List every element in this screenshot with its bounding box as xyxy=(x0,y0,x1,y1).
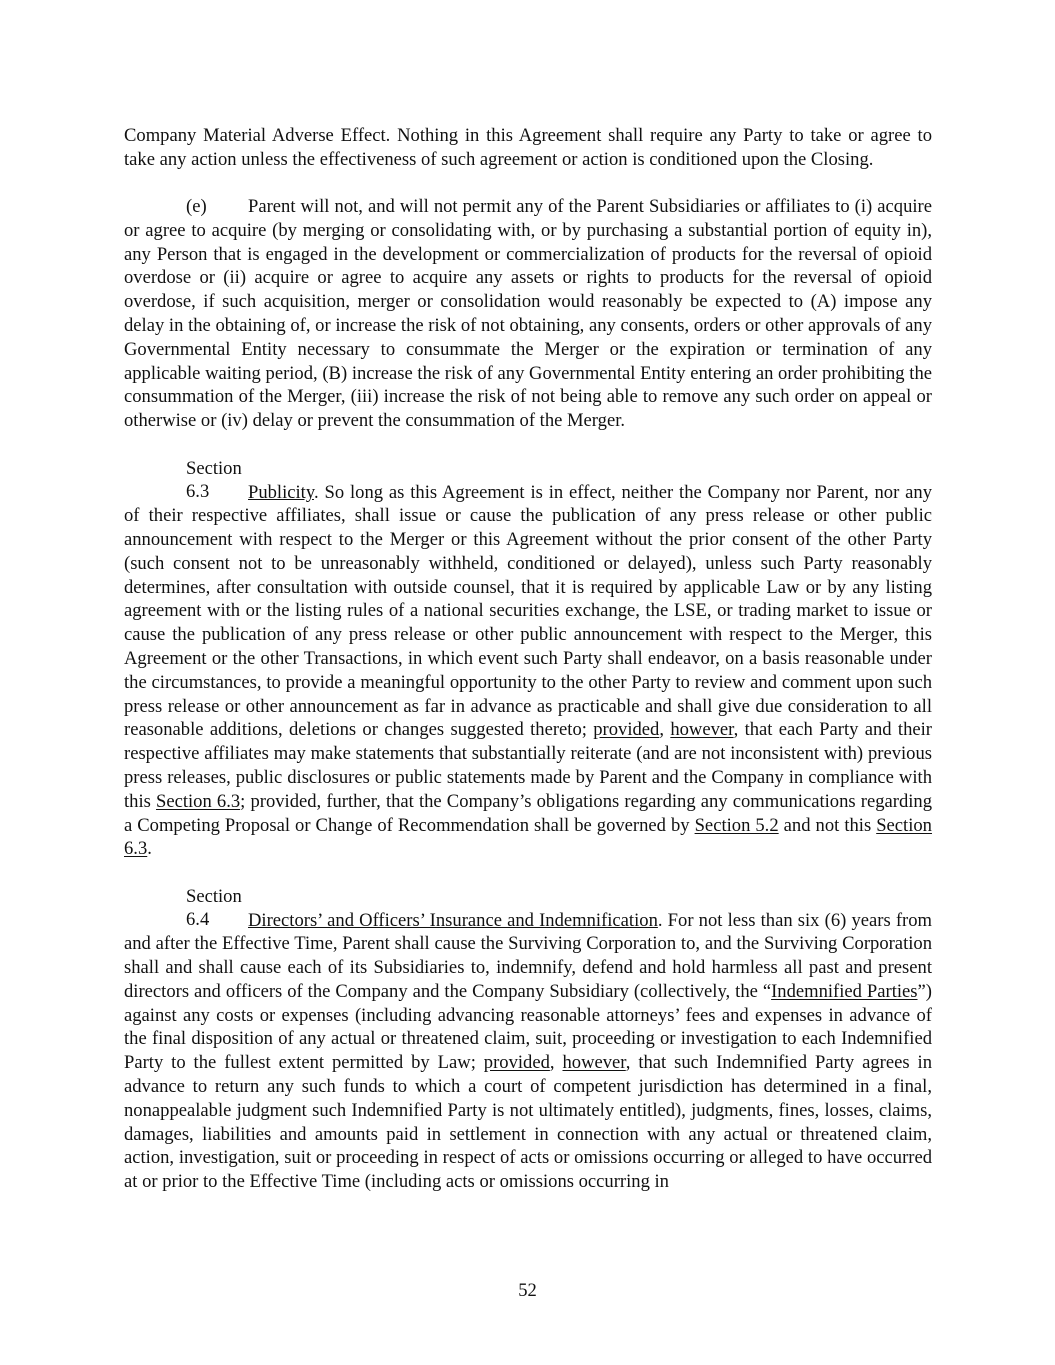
section-6-3-title: Publicity xyxy=(248,481,314,503)
section-6-3-number: Section 6.3 xyxy=(186,457,242,503)
however-term: however xyxy=(562,1052,626,1074)
paragraph-e-label: (e) xyxy=(186,196,207,218)
comma: , xyxy=(549,1052,563,1074)
cross-reference-section-5-2: Section 5.2 xyxy=(694,814,779,836)
cross-reference-section-6-3: Section 6.3 xyxy=(124,814,932,860)
section-6-4-text: . For not less than six (6) years from and after the Effective Time, Parent shall cause the Surviving Corporation to, and the Surviving Corporation shall and shall cause each of its Subsidiaries to, indemnify, defend and hold harmless all past and present directors and officers of the Company and the Company Subsidiary (collectively, the “ xyxy=(124,909,932,1002)
provided-term: provided xyxy=(593,719,660,741)
section-6-4-title: Directors’ and Officers’ Insurance and Indemnification xyxy=(248,909,658,931)
section-6-4-text: ”) against any costs or expenses (including advancing reasonable attorneys’ fees and expenses in advance of the final disposition of any actual or threatened claim, suit, proceeding or investigation to each Indemnified Party to the fullest extent permitted by Law; xyxy=(124,980,932,1074)
section-6-4-text: , that such Indemnified Party agrees in advance to return any such funds to which a court of competent jurisdiction has determined in a final, nonappealable judgment such Indemnified Party is not ultimately entitled), judgments, fines, losses, claims, damages, liabilities and amounts paid in settlement in connection with any actual or threatened claim, action, investigation, suit or proceeding in respect of acts or omissions occurring or alleged to have occurred at or prior to the Effective Time (including acts or omissions occurring in xyxy=(124,1052,932,1193)
paragraph-e xyxy=(124,195,932,433)
cross-reference-section-6-3: Section 6.3 xyxy=(156,790,241,812)
defined-term-indemnified-parties: Indemnified Parties xyxy=(771,980,918,1002)
document-page xyxy=(124,124,932,1217)
section-6-3-text: ; provided, further, that the Company’s obligations regarding any communications regarding a Competing Proposal or Change of Recommendation shall be governed by xyxy=(124,790,933,836)
section-6-3-text: . xyxy=(147,838,152,860)
page-number: 52 xyxy=(518,1280,537,1301)
section-6-4 xyxy=(124,885,932,1194)
however-term: however xyxy=(670,719,734,741)
paragraph-e-text: Parent will not, and will not permit any of the Parent Subsidiaries or affiliates to (i) acquire or agree to acquire (by merging or consolidating with, or by purchasing a substantial portion of equity in), any Person that is engaged in the development or commercialization of products for the reversal of opioid overdose or (ii) acquire or agree to acquire any assets or rights to products for the reversal of opioid overdose, if such acquisition, merger or consolidation would reasonably be expected to (A) impose any delay in the obtaining of, or increase the risk of not obtaining, any consents, orders or other approvals of any Governmental Entity necessary to consummate the Merger or the expiration or termination of any applicable waiting period, (B) increase the risk of any Governmental Entity entering an order prohibiting the consummation of the Merger, (iii) increase the risk of not being able to remove any such order on appeal or otherwise or (iv) delay or prevent the consummation of the Merger. xyxy=(124,196,932,432)
section-6-3-text: . So long as this Agreement is in effect, neither the Company nor Parent, nor any of their respective affiliates, shall issue or cause the publication of any press release or other public announcement with respect to the Merger or this Agreement without the prior consent of the other Party (such consent not to be unreasonably withheld, conditioned or delayed), unless such Party reasonably determines, after consultation with outside counsel, that it is required by applicable Law or by any listing agreement with or the listing rules of a national securities exchange, the LSE, or trading market to issue or cause the publication of any press release or other public announcement with respect to the Merger, this Agreement or the other Transactions, in which event such Party shall endeavor, on a basis reasonable under the circumstances, to provide a meaningful opportunity to the other Party to review and comment upon such press release or other announcement as far in advance as practicable and shall give due consideration to all reasonable additions, deletions or changes suggested thereto; xyxy=(124,481,932,741)
paragraph-continued: Company Material Adverse Effect. Nothing in this Agreement shall require any Party to take or agree to take any action unless the effectiveness of such agreement or action is conditioned upon the Closing. xyxy=(124,125,932,170)
comma: , xyxy=(659,719,671,741)
section-6-4-number: Section 6.4 xyxy=(186,885,242,931)
section-6-3-text: and not this xyxy=(778,814,877,836)
provided-term: provided xyxy=(483,1052,550,1074)
section-6-3-text: , that each Party and their respective affiliates may make statements that substantially reiterate (and are not inconsistent with) previous press releases, public disclosures or public statements made by Parent and the Company in compliance with this xyxy=(124,719,933,812)
section-6-3 xyxy=(124,457,932,862)
